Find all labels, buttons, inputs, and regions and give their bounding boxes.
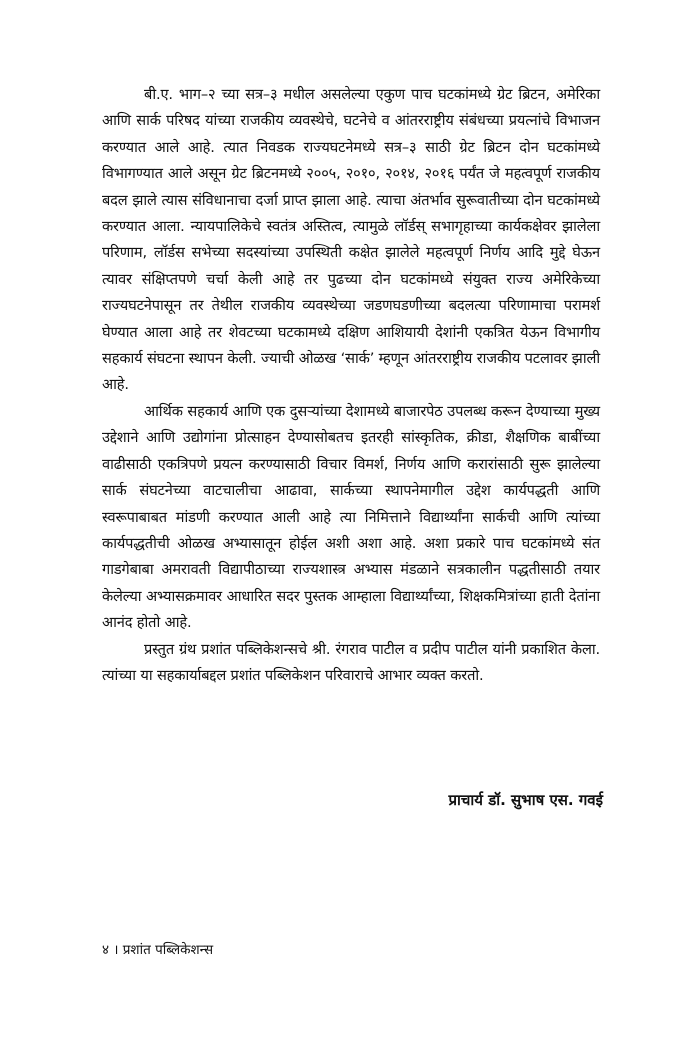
page-number: ४ bbox=[102, 942, 110, 958]
paragraph-1: बी.ए. भाग–२ च्या सत्र–३ मधील असलेल्या एकुण पाच घटकांमध्ये ग्रेट ब्रिटन, अमेरिका आणि सार्क परिषद यांच्या राजकीय व्यवस्थेचे, घटनेचे व आंतरराष्ट्रीय संबंधच्या प्रयत्नांचे विभाजन करण्यात आले आहे. त्यात निवडक राज्यघटनेमध्ये सत्र–३ साठी ग्रेट ब्रिटन दोन घटकांमध्ये विभागण्यात आले असून ग्रेट ब्रिटनमध्ये २००५, २०१०, २०१४, २०१६ पर्यंत जे महत्वपूर्ण राजकीय बदल झाले त्यास संविधानाचा दर्जा प्राप्त झाला आहे. त्याचा अंतर्भाव सुरूवातीच्या दोन घटकांमध्ये करण्यात आला. न्यायपालिकेचे स्वतंत्र अस्तित्व, त्यामुळे लॉर्डस् सभागृहाच्या कार्यकक्षेवर झालेला परिणाम, लॉर्डस सभेच्या सदस्यांच्या उपस्थिती कक्षेत झालेले महत्वपूर्ण निर्णय आदि मुद्दे घेऊन त्यावर संक्षिप्तपणे चर्चा केली आहे तर पुढच्या दोन घटकांमध्ये संयुक्त राज्य अमेरिकेच्या राज्यघटनेपासून तर तेथील राजकीय व्यवस्थेच्या जडणघडणीच्या बदलत्या परिणामाचा परामर्श घेण्यात आला आहे तर शेवटच्या घटकामध्ये दक्षिण आशियायी देशांनी एकत्रित येऊन विभागीय सहकार्य संघटना स्थापन केली. ज्याची ओळख ‘सार्क’ म्हणून आंतरराष्ट्रीय राजकीय पटलावर झाली आहे. bbox=[102, 86, 600, 394]
footer-separator: । bbox=[113, 942, 119, 958]
author-signature: प्राचार्य डॉ. सुभाष एस. गवई bbox=[448, 791, 603, 809]
page-footer bbox=[102, 940, 213, 960]
paragraph-2: आर्थिक सहकार्य आणि एक दुसऱ्यांच्या देशामध्ये बाजारपेठ उपलब्ध करून देण्याच्या मुख्य उद्देशाने आणि उद्योगांना प्रोत्साहन देण्यासोबतच इतरही सांस्कृतिक, क्रीडा, शैक्षणिक बाबींच्या वाढीसाठी एकत्रिपणे प्रयत्न करण्यासाठी विचार विमर्श, निर्णय आणि करारांसाठी सुरू झालेल्या सार्क संघटनेच्या वाटचालीचा आढावा, सार्कच्या स्थापनेमागील उद्देश कार्यपद्धती आणि स्वरूपाबाबत मांडणी करण्यात आली आहे त्या निमित्ताने विद्यार्थ्यांना सार्कची आणि त्यांच्या कार्यपद्धतीची ओळख अभ्यासातून होईल अशी अशा आहे. अशा प्रकारे पाच घटकांमध्ये संत गाडगेबाबा अमरावती विद्यापीठाच्या राज्यशास्त्र अभ्यास मंडळाने सत्रकालीन पद्धतीसाठी तयार केलेल्या अभ्यासक्रमावर आधारित सदर पुस्तक आम्हाला विद्यार्थ्यांच्या, शिक्षकमित्रांच्या हाती देतांना आनंद होतो आहे. bbox=[102, 402, 600, 632]
publisher-name: प्रशांत पब्लिकेशन्स bbox=[122, 942, 214, 958]
preface-body bbox=[102, 82, 600, 689]
paragraph-3: प्रस्तुत ग्रंथ प्रशांत पब्लिकेशन्सचे श्री. रंगराव पाटील व प्रदीप पाटील यांनी प्रकाशित केला. त्यांच्या या सहकार्याबद्दल प्रशांत पब्लिकेशन परिवाराचे आभार व्यक्त करतो. bbox=[102, 640, 600, 684]
